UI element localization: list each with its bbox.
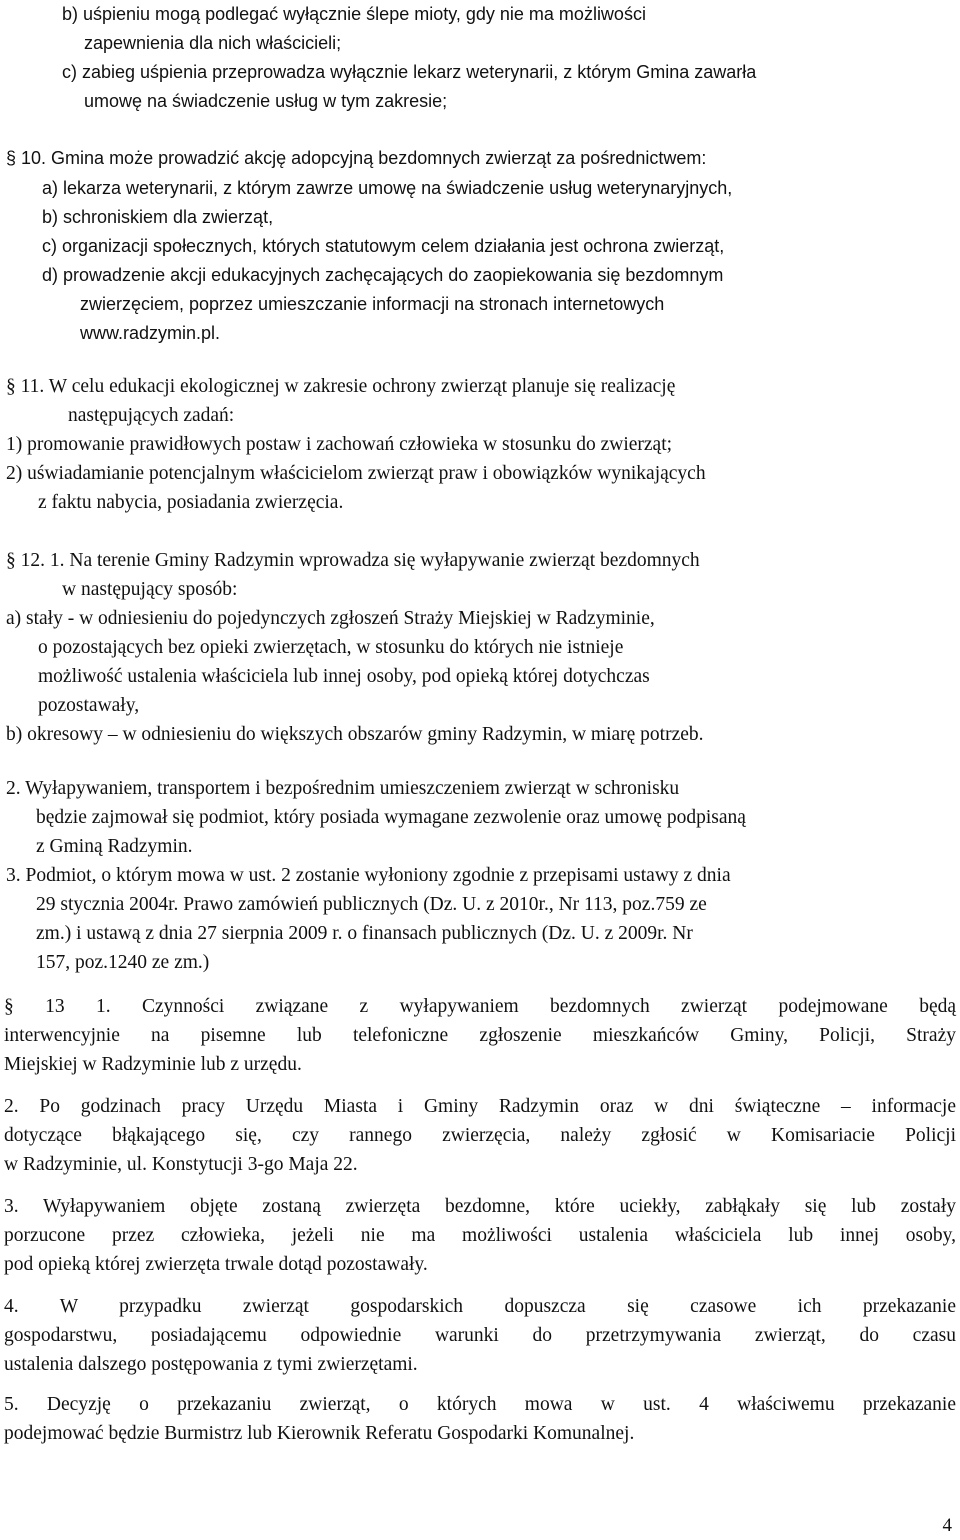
section-lead: 1. Czynności związane z wyłapywaniem bezdomnych zwierząt podejmowane będą: [64, 996, 957, 1017]
s10-item-a: a) lekarza weterynarii, z którym zawrze umowę na świadczenie usług weterynaryjnych,: [42, 178, 733, 198]
s12-p2: 2. Wyłapywaniem, transportem i bezpośrednim umieszczeniem zwierząt w schronisku: [6, 778, 680, 799]
s12-p2-cont2: z Gminą Radzymin.: [36, 836, 193, 857]
section-11: [6, 373, 675, 401]
section-lead: 1. Na terenie Gminy Radzymin wprowadza się wyłapywanie zwierząt bezdomnych: [45, 550, 700, 571]
s10-item-d-url: www.radzymin.pl.: [80, 323, 221, 343]
s11-item-1: 1) promowanie prawidłowych postaw i zachowań człowieka w stosunku do zwierząt;: [6, 434, 673, 455]
s13-p3-cont1: porzucone przez człowieka, jeżeli nie ma możliwości ustalenia właściciela lub innej osoby,: [4, 1225, 956, 1246]
section-heading: § 12.: [6, 550, 45, 571]
section-heading: § 13: [4, 996, 65, 1017]
section-heading: § 10: [6, 148, 42, 168]
s10-item-c: c) organizacji społecznych, których statutowym celem działania jest ochrona zwierząt,: [42, 236, 725, 256]
item-c: c) zabieg uśpienia przeprowadza wyłącznie lekarz weterynarii, z którym Gmina zawarła: [62, 62, 757, 82]
s12-item-a-cont2: możliwość ustalenia właściciela lub innej osoby, pod opieką której dotychczas: [38, 666, 650, 687]
s13-p2-cont1: dotyczące błąkającego się, czy rannego zwierzęcia, należy zgłosić w Komisariacie Policji: [4, 1125, 956, 1146]
item-c-cont: umowę na świadczenie usług w tym zakresie;: [84, 91, 448, 111]
s13-p5: 5. Decyzję o przekazaniu zwierząt, o których mowa w ust. 4 właściwemu przekazanie: [4, 1394, 956, 1415]
s13-p5-cont1: podejmować będzie Burmistrz lub Kierownik Referatu Gospodarki Komunalnej.: [4, 1423, 635, 1444]
s12-item-b: b) okresowy – w odniesieniu do większych obszarów gminy Radzymin, w miarę potrzeb.: [6, 724, 704, 745]
section-13: [4, 993, 956, 1021]
s12-item-a-cont1: o pozostających bez opieki zwierzętach, w stosunku do których nie istnieje: [38, 637, 624, 658]
section-12: [6, 547, 700, 575]
s11-item-2: 2) uświadamianie potencjalnym właścicielom zwierząt praw i obowiązków wynikających: [6, 463, 706, 484]
s13-p3-cont2: pod opieką której zwierzęta trwale dotąd pozostawały.: [4, 1254, 428, 1275]
s12-p1-cont: w następujący sposób:: [62, 579, 238, 600]
s13-p2-cont2: w Radzyminie, ul. Konstytucji 3-go Maja 22.: [4, 1154, 358, 1175]
s10-item-d: d) prowadzenie akcji edukacyjnych zachęcających do zaopiekowania się bezdomnym: [42, 265, 724, 285]
page-number: 4: [942, 1515, 952, 1536]
s11-item-2-cont: z faktu nabycia, posiadania zwierzęcia.: [38, 492, 344, 513]
s11-lead-cont: następujących zadań:: [68, 405, 235, 426]
section-heading: § 11.: [6, 376, 45, 397]
s13-p3: 3. Wyłapywaniem objęte zostaną zwierzęta bezdomne, które uciekły, zabłąkały się lub zostały: [4, 1196, 956, 1217]
s12-p3-cont2: zm.) i ustawą z dnia 27 sierpnia 2009 r. o finansach publicznych (Dz. U. z 2009r. Nr: [36, 923, 693, 944]
item-b: b) uśpieniu mogą podlegać wyłącznie ślepe mioty, gdy nie ma możliwości: [62, 4, 646, 24]
s10-item-d-cont: zwierzęciem, poprzez umieszczanie informacji na stronach internetowych: [80, 294, 665, 314]
s13-p1-cont2: Miejskiej w Radzyminie lub z urzędu.: [4, 1054, 302, 1075]
s12-p2-cont1: będzie zajmował się podmiot, który posiada wymagane zezwolenie oraz umowę podpisaną: [36, 807, 746, 828]
s13-p4-cont2: ustalenia dalszego postępowania z tymi zwierzętami.: [4, 1354, 418, 1375]
s13-p4: 4. W przypadku zwierząt gospodarskich dopuszcza się czasowe ich przekazanie: [4, 1296, 956, 1317]
section-10: [6, 144, 706, 172]
item-b-cont: zapewnienia dla nich właścicieli;: [84, 33, 342, 53]
s12-item-a: a) stały - w odniesieniu do pojedynczych zgłoszeń Straży Miejskiej w Radzyminie,: [6, 608, 655, 629]
s13-p2: 2. Po godzinach pracy Urzędu Miasta i Gminy Radzymin oraz w dni świąteczne – informacje: [4, 1096, 956, 1117]
s12-p3-cont1: 29 stycznia 2004r. Prawo zamówień publicznych (Dz. U. z 2010r., Nr 113, poz.759 ze: [36, 894, 707, 915]
s12-p3: 3. Podmiot, o którym mowa w ust. 2 zostanie wyłoniony zgodnie z przepisami ustawy z dnia: [6, 865, 731, 886]
s10-item-b: b) schroniskiem dla zwierząt,: [42, 207, 274, 227]
s12-p3-cont3: 157, poz.1240 ze zm.): [36, 952, 210, 973]
s13-p4-cont1: gospodarstwu, posiadającemu odpowiednie warunki do przetrzymywania zwierząt, do czasu: [4, 1325, 956, 1346]
section-lead: W celu edukacji ekologicznej w zakresie ochrony zwierząt planuje się realizację: [44, 376, 676, 397]
section-lead: . Gmina może prowadzić akcję adopcyjną bezdomnych zwierząt za pośrednictwem:: [41, 148, 707, 168]
s12-item-a-cont3: pozostawały,: [38, 695, 140, 716]
s13-p1-cont1: interwencyjnie na pisemne lub telefoniczne zgłoszenie mieszkańców Gminy, Policji, Straży: [4, 1025, 956, 1046]
